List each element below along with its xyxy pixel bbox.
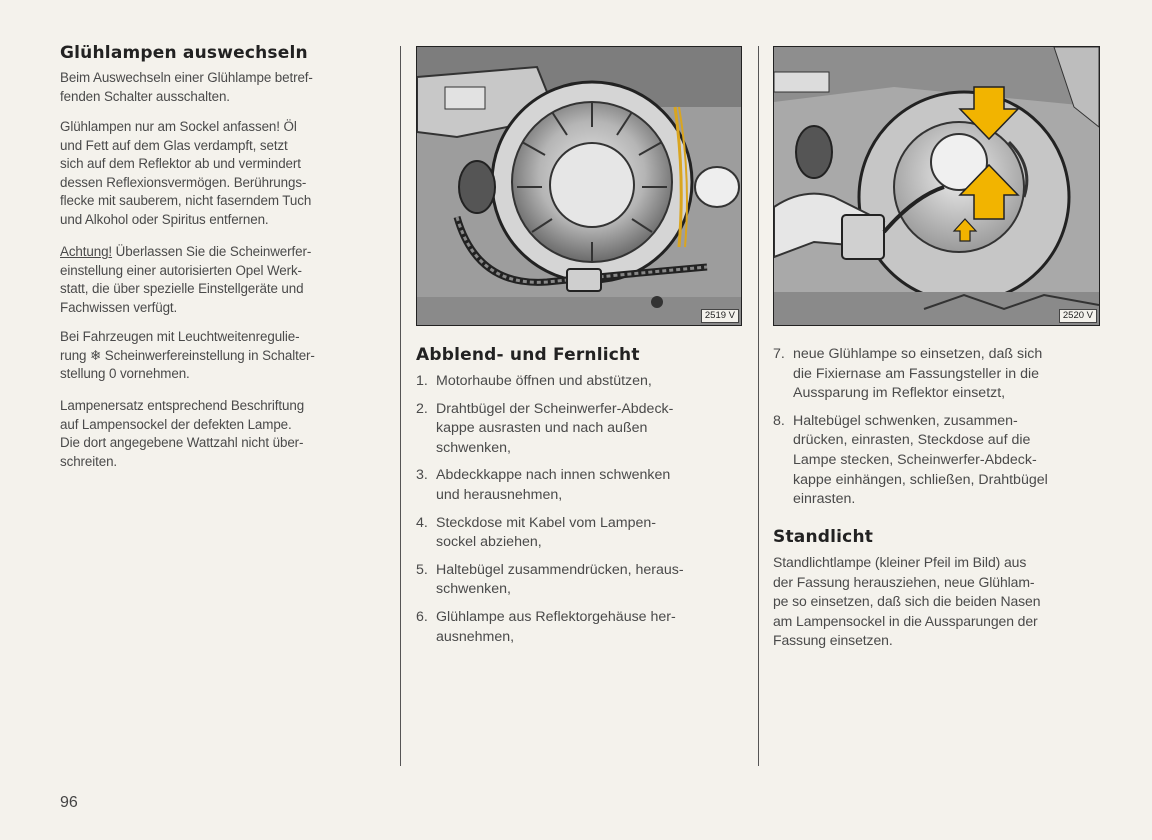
step-number: 6. — [416, 608, 428, 625]
step-line: die Fixiernase am Fassungsteller in die — [793, 365, 1040, 382]
text-line: einstellung einer autorisierten Opel Werk- — [60, 262, 302, 278]
text-line: Lampenersatz entsprechend Beschriftung — [60, 398, 305, 413]
bulb-socket-illustration — [774, 47, 1099, 325]
step-line: schwenken, — [436, 439, 511, 456]
text-line: Fachwissen verfügt. — [60, 299, 178, 315]
text-line: und Fett auf dem Glas verdampft, setzt — [60, 137, 288, 153]
text-line: Bei Fahrzeugen mit Leuchtweitenregulie- — [60, 329, 300, 344]
intro-line: Beim Auswechseln einer Glühlampe betref- — [60, 70, 313, 85]
step-number: 4. — [416, 514, 428, 531]
steps-list-continued — [773, 345, 1098, 510]
list-item — [773, 412, 1098, 510]
text-line: schreiten. — [60, 453, 118, 469]
parking-light-paragraph — [773, 553, 1098, 651]
step-line: Drahtbügel der Scheinwerfer-Abdeck- — [436, 400, 674, 417]
list-item — [416, 608, 742, 647]
intro-paragraph — [60, 69, 390, 106]
photo-bulb-socket-2520 — [773, 46, 1100, 326]
step-line: Haltebügel zusammendrücken, heraus- — [436, 561, 684, 578]
image-code-label: 2519 V — [701, 309, 739, 323]
step-line: Aussparung im Reflektor einsetzt, — [793, 385, 1006, 402]
warning-label: Achtung! — [60, 244, 113, 259]
step-line: drücken, einrasten, Steckdose auf die — [793, 432, 1031, 449]
text-line: am Lampensockel in die Aussparungen der — [773, 612, 1038, 629]
text-line: sich auf dem Reflektor ab und vermindert — [60, 156, 301, 172]
section-title-parking-light: Standlicht — [773, 527, 874, 547]
section-title-low-high-beam: Abblend- und Fernlicht — [416, 345, 640, 365]
step-number: 2. — [416, 400, 428, 417]
warning-text: Überlassen Sie die Scheinwerfer- — [112, 244, 312, 259]
intro-line: fenden Schalter ausschalten. — [60, 88, 230, 104]
step-line: kappe ausrasten und nach außen — [436, 420, 648, 437]
list-item — [773, 345, 1098, 404]
step-line: einrasten. — [793, 491, 856, 508]
step-number: 1. — [416, 373, 428, 389]
page-number: 96 — [60, 794, 78, 811]
text-line: stellung 0 vornehmen. — [60, 366, 190, 382]
step-line: kappe einhängen, schließen, Drahtbügel — [793, 471, 1048, 488]
step-number: 7. — [773, 346, 785, 362]
step-number: 3. — [416, 467, 428, 484]
text-line: auf Lampensockel der defekten Lampe. — [60, 416, 292, 432]
text-line — [60, 243, 390, 262]
leveling-paragraph — [60, 328, 390, 384]
text-line: rung ❄ Scheinwerfereinstellung in Schalter- — [60, 347, 315, 363]
text-line: Fassung einsetzen. — [773, 632, 893, 649]
section-title-bulb-replacement: Glühlampen auswechseln — [60, 43, 308, 63]
text-line: und Alkohol oder Spiritus entfernen. — [60, 211, 269, 227]
text-line: der Fassung herausziehen, neue Glühlam- — [773, 573, 1035, 590]
warning-paragraph — [60, 243, 390, 317]
text-line: statt, die über spezielle Einstellgeräte und — [60, 281, 304, 297]
handling-paragraph — [60, 118, 390, 230]
list-item — [416, 561, 742, 600]
step-line: sockel abziehen, — [436, 534, 542, 551]
list-item — [416, 514, 742, 553]
step-line: Glühlampe aus Reflektorgehäuse her- — [436, 608, 676, 625]
step-line: Motorhaube öffnen und abstützen, — [436, 373, 652, 389]
list-item — [416, 466, 742, 505]
text-line: dessen Reflexionsvermögen. Berührungs- — [60, 174, 307, 190]
step-line: Abdeckkappe nach innen schwenken — [436, 467, 671, 484]
list-item — [416, 372, 742, 392]
photo-headlamp-2519 — [416, 46, 742, 326]
image-code-label: 2520 V — [1059, 309, 1097, 323]
step-line: schwenken, — [436, 581, 511, 598]
step-line: Lampe stecken, Scheinwerfer-Abdeck- — [793, 451, 1037, 468]
step-number: 5. — [416, 561, 428, 578]
column-divider-left — [400, 46, 401, 766]
step-line: Haltebügel schwenken, zusammen- — [793, 412, 1018, 429]
text-line: Die dort angegebene Wattzahl nicht über- — [60, 435, 304, 451]
text-line: Glühlampen nur am Sockel anfassen! Öl — [60, 119, 297, 134]
text-line: Standlichtlampe (kleiner Pfeil im Bild) aus — [773, 554, 1027, 570]
step-line: und herausnehmen, — [436, 486, 563, 503]
step-number: 8. — [773, 412, 785, 429]
replacement-paragraph — [60, 397, 390, 471]
column-divider-right — [758, 46, 759, 766]
step-line: neue Glühlampe so einsetzen, daß sich — [793, 346, 1043, 362]
step-line: ausnehmen, — [436, 628, 515, 645]
step-line: Steckdose mit Kabel vom Lampen- — [436, 514, 657, 531]
text-line: pe so einsetzen, daß sich die beiden Nasen — [773, 593, 1041, 610]
list-item — [416, 400, 742, 459]
headlamp-rear-illustration — [417, 47, 741, 325]
text-line: flecke mit sauberem, nicht faserndem Tuch — [60, 193, 312, 209]
steps-list-low-high-beam — [416, 372, 742, 647]
